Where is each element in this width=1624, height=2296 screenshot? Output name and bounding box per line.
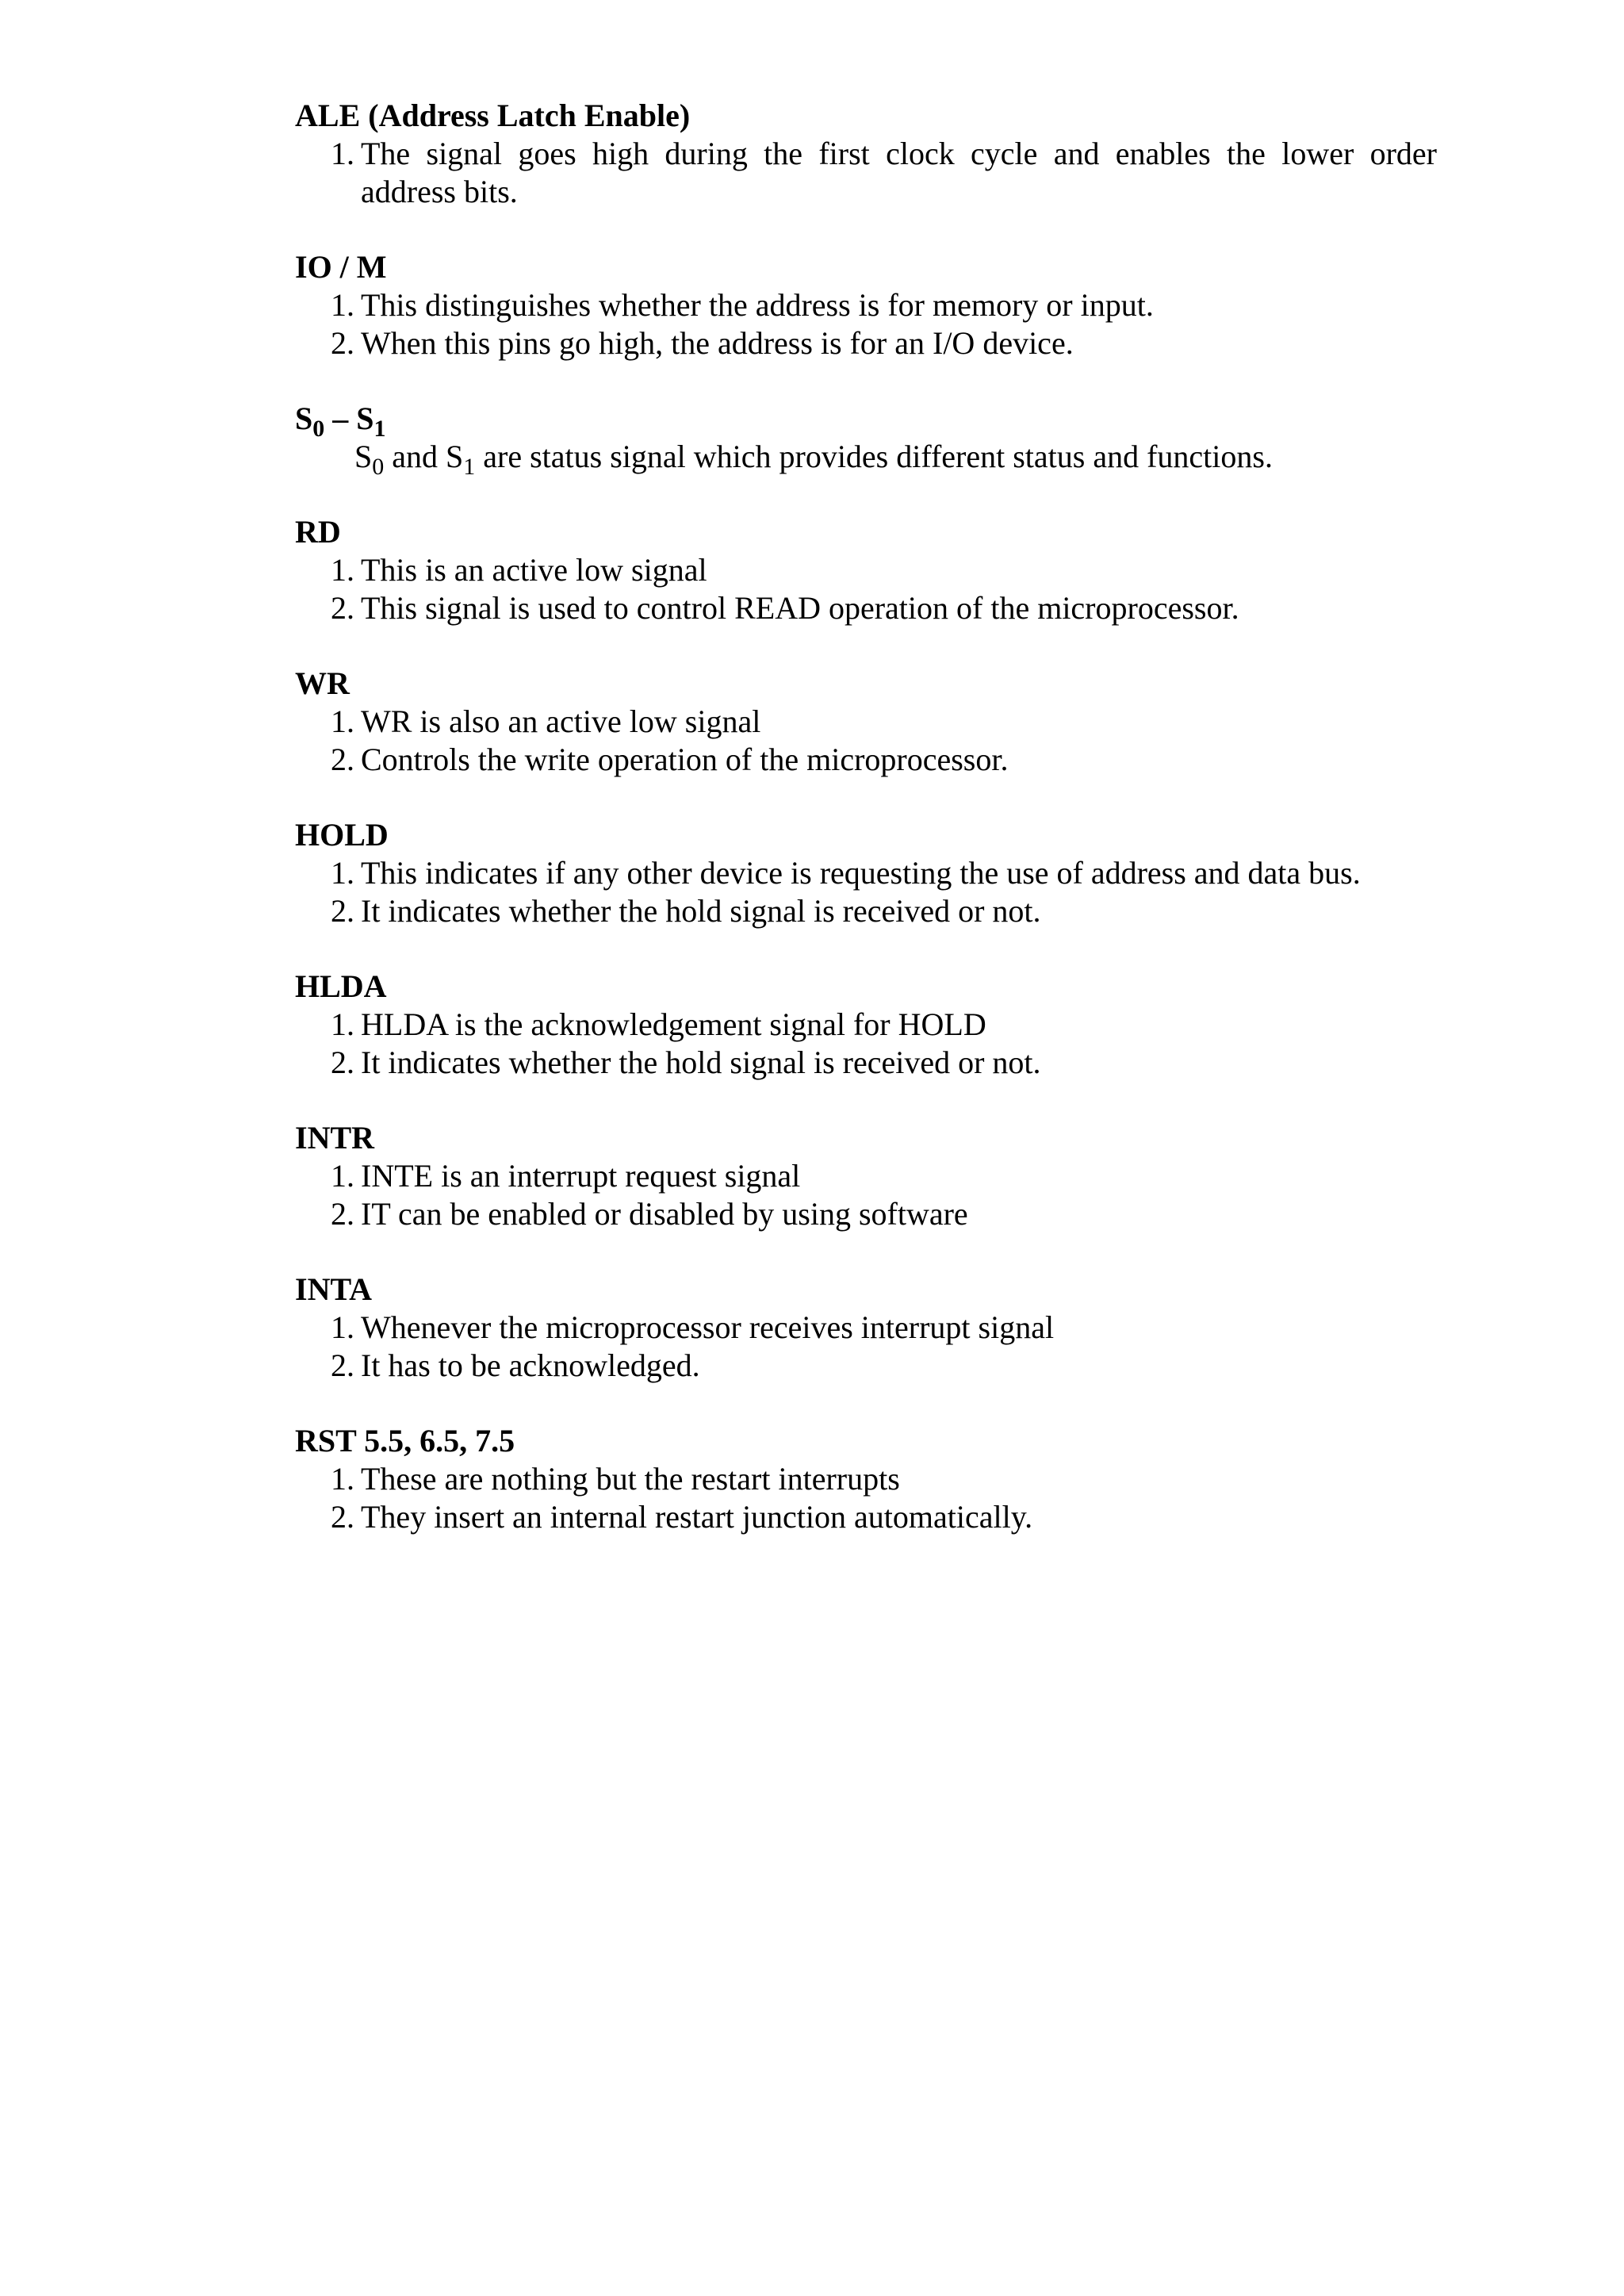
body-part: S: [354, 439, 373, 474]
section-heading: IO / M: [295, 249, 387, 285]
list-item: [295, 1498, 1437, 1536]
list-text: HLDA is the acknowledgement signal for HOLD: [361, 1006, 986, 1042]
list-number: 1.: [331, 287, 354, 323]
list-number: 1.: [331, 855, 354, 891]
heading-part: S: [356, 401, 374, 436]
list-item: [295, 1044, 1437, 1082]
list-number: 1.: [331, 136, 354, 171]
list-number: 1.: [331, 1461, 354, 1497]
list-item: [295, 324, 1437, 362]
list-number: 2.: [331, 893, 354, 929]
list-text: WR is also an active low signal: [361, 703, 761, 739]
list-item: [295, 1309, 1437, 1347]
body-part: and S: [384, 439, 464, 474]
section-heading: [295, 400, 1437, 442]
list-item: [295, 1006, 1437, 1044]
list-number: 1.: [331, 552, 354, 588]
section-ale: [295, 97, 1437, 211]
list-item: [295, 892, 1437, 930]
list-item: [295, 551, 1437, 589]
section-hlda: [295, 968, 1437, 1082]
section-heading: RD: [295, 514, 341, 550]
section-s0-s1: [295, 400, 1437, 480]
list-text-line: The signal goes high during the first clock cycle and enables the lower order: [361, 136, 1437, 171]
heading-part: –: [324, 401, 357, 436]
list-number: 2.: [331, 325, 354, 361]
section-heading: HLDA: [295, 968, 387, 1004]
list-number: 2.: [331, 1347, 354, 1383]
list-item: [295, 589, 1437, 627]
list-item: [295, 1347, 1437, 1385]
section-heading: INTA: [295, 1271, 373, 1307]
list-item: [295, 1157, 1437, 1195]
section-heading: ALE (Address Latch Enable): [295, 98, 691, 133]
list-text: [361, 135, 1437, 211]
list-number: 2.: [331, 1045, 354, 1080]
heading-subscript: 0: [312, 416, 325, 442]
list-text: IT can be enabled or disabled by using software: [361, 1196, 968, 1232]
list-item: [295, 741, 1437, 779]
list-number: 2.: [331, 742, 354, 777]
section-heading: RST 5.5, 6.5, 7.5: [295, 1423, 515, 1458]
list-number: 1.: [331, 1309, 354, 1345]
list-number: 1.: [331, 1158, 354, 1194]
section-body: [295, 438, 1437, 480]
list-number: 2.: [331, 1196, 354, 1232]
list-text: Controls the write operation of the microprocessor.: [361, 742, 1009, 777]
section-hold: [295, 816, 1437, 930]
list-text: It indicates whether the hold signal is received or not.: [361, 893, 1041, 929]
list-item: [295, 703, 1437, 741]
body-part: are status signal which provides different status and functions.: [475, 439, 1273, 474]
section-heading: INTR: [295, 1120, 375, 1156]
list-item: [295, 286, 1437, 324]
list-text: When this pins go high, the address is for an I/O device.: [361, 325, 1074, 361]
section-inta: [295, 1271, 1437, 1385]
list-text: INTE is an interrupt request signal: [361, 1158, 801, 1194]
list-text: It has to be acknowledged.: [361, 1347, 700, 1383]
list-text: It indicates whether the hold signal is received or not.: [361, 1045, 1041, 1080]
body-subscript: 1: [463, 454, 476, 480]
list-text: These are nothing but the restart interrupts: [361, 1461, 900, 1497]
list-item: [295, 854, 1437, 892]
section-intr: [295, 1119, 1437, 1233]
document-page: [295, 97, 1437, 1573]
list-text: This indicates if any other device is requesting the use of address and data bus.: [361, 855, 1361, 891]
list-item: [295, 1195, 1437, 1233]
list-number: 1.: [331, 703, 354, 739]
list-text: Whenever the microprocessor receives interrupt signal: [361, 1309, 1055, 1345]
section-heading: WR: [295, 665, 350, 701]
section-wr: [295, 665, 1437, 779]
list-item: [295, 135, 1437, 211]
list-text: This distinguishes whether the address is for memory or input.: [361, 287, 1154, 323]
section-rd: [295, 513, 1437, 627]
section-rst: [295, 1422, 1437, 1536]
body-subscript: 0: [372, 454, 385, 480]
section-io-m: [295, 248, 1437, 362]
heading-subscript: 1: [373, 416, 386, 442]
list-text: They insert an internal restart junction automatically.: [361, 1499, 1033, 1535]
list-text-line: address bits.: [361, 174, 518, 209]
section-heading: HOLD: [295, 817, 389, 853]
list-number: 1.: [331, 1006, 354, 1042]
list-item: [295, 1460, 1437, 1498]
list-text: This signal is used to control READ operation of the microprocessor.: [361, 590, 1239, 626]
list-number: 2.: [331, 1499, 354, 1535]
heading-part: S: [295, 401, 313, 436]
list-text: This is an active low signal: [361, 552, 707, 588]
list-number: 2.: [331, 590, 354, 626]
